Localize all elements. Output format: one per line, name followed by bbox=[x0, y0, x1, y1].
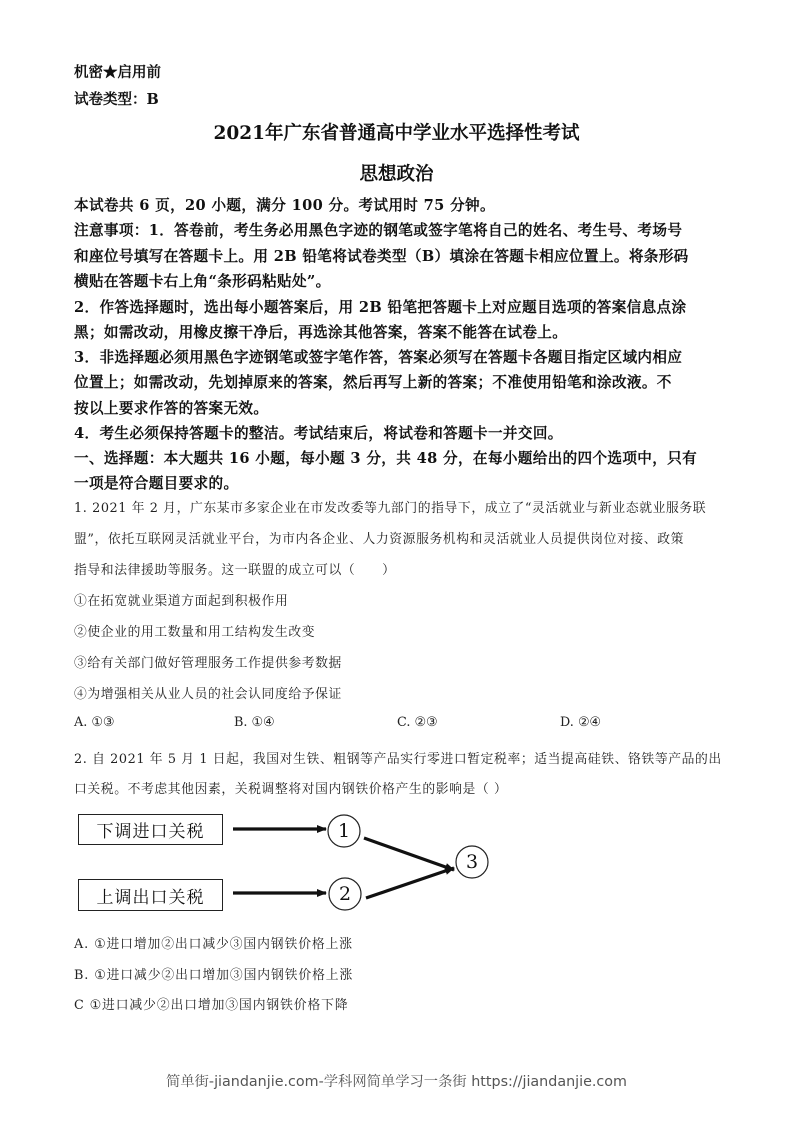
section-heading: 一、选择题：本大题共 16 小题，每小题 3 分，共 48 分，在每小题给出的四个选项中，只有 bbox=[74, 450, 698, 467]
instruction-line: 横贴在答题卡右上角“条形码粘贴处”。 bbox=[74, 273, 331, 290]
statement-1: ①在拓宽就业渠道方面起到积极作用 bbox=[74, 594, 289, 609]
question-stem-line: 口关税。不考虑其他因素，关税调整将对国内钢铁价格产生的影响是（ ） bbox=[74, 782, 508, 797]
statement-2: ②使企业的用工数量和用工结构发生改变 bbox=[74, 625, 316, 640]
option-a[interactable]: A. ①进口增加②出口减少③国内钢铁价格上涨 bbox=[74, 937, 353, 952]
option-a[interactable]: A. ①③ bbox=[74, 715, 115, 730]
confidential-label: 机密★启用前 bbox=[74, 64, 161, 81]
instruction-line: 按以上要求作答的答案无效。 bbox=[74, 400, 269, 417]
box-label: 上调出口关税 bbox=[96, 887, 205, 908]
footer-watermark: 简单街-jiandanjie.com-学科网简单学习一条街 https://jiandanjie.com bbox=[166, 1074, 627, 1090]
node-2: 2 bbox=[338, 883, 352, 905]
statement-3: ③给有关部门做好管理服务工作提供参考数据 bbox=[74, 656, 342, 671]
instruction-line: 3．非选择题必须用黑色字迹钢笔或签字笔作答，答案必须写在答题卡各题目指定区域内相应 bbox=[74, 349, 683, 366]
question-stem-line: 1. 2021 年 2 月，广东某市多家企业在市发改委等九部门的指导下，成立了“灵活就业与新业态就业服务联 bbox=[74, 501, 707, 516]
instruction-line: 本试卷共 6 页，20 小题，满分 100 分。考试用时 75 分钟。 bbox=[74, 197, 495, 214]
question-stem-line: 2. 自 2021 年 5 月 1 日起，我国对生铁、粗钢等产品实行零进口暂定税率；适当提高硅铁、铬铁等产品的出 bbox=[74, 752, 722, 767]
paper-type-label: 试卷类型：B bbox=[74, 91, 159, 108]
instruction-line: 黑；如需改动，用橡皮擦干净后，再选涂其他答案，答案不能答在试卷上。 bbox=[74, 324, 568, 341]
question-stem-line: 盟”，依托互联网灵活就业平台，为市内各企业、人力资源服务机构和灵活就业人员提供岗位对接、政策 bbox=[74, 532, 685, 547]
box-lower-import-tariff bbox=[78, 814, 223, 845]
section-heading: 一项是符合题目要求的。 bbox=[74, 475, 239, 492]
box-label: 下调进口关税 bbox=[96, 822, 205, 842]
instruction-line: 2．作答选择题时，选出每小题答案后，用 2B 铅笔把答题卡上对应题目选项的答案信息点涂 bbox=[74, 299, 687, 316]
instruction-line: 注意事项：1．答卷前，考生务必用黑色字迹的钢笔或签字笔将自己的姓名、考生号、考场号 bbox=[74, 222, 683, 239]
option-b[interactable]: B. ①④ bbox=[234, 715, 275, 730]
node-1: 1 bbox=[337, 820, 351, 842]
instruction-line: 和座位号填写在答题卡上。用 2B 铅笔将试卷类型（B）填涂在答题卡相应位置上。将条形码 bbox=[74, 248, 689, 265]
question-stem-line: 指导和法律援助等服务。这一联盟的成立可以（ ） bbox=[74, 563, 396, 578]
option-b[interactable]: B. ①进口减少②出口增加③国内钢铁价格上涨 bbox=[74, 968, 354, 983]
option-c[interactable]: C ①进口减少②出口增加③国内钢铁价格下降 bbox=[74, 998, 349, 1013]
exam-title: 2021年广东省普通高中学业水平选择性考试 bbox=[213, 123, 580, 144]
option-d[interactable]: D. ②④ bbox=[560, 715, 601, 730]
option-c[interactable]: C. ②③ bbox=[397, 715, 438, 730]
subject-title: 思想政治 bbox=[359, 164, 434, 185]
instruction-line: 4．考生必须保持答题卡的整洁。考试结束后，将试卷和答题卡一并交回。 bbox=[74, 425, 563, 442]
instruction-line: 位置上；如需改动，先划掉原来的答案，然后再写上新的答案；不准使用铅笔和涂改液。不 bbox=[74, 374, 672, 391]
node-3: 3 bbox=[465, 851, 479, 873]
statement-4: ④为增强相关从业人员的社会认同度给予保证 bbox=[74, 687, 342, 702]
box-raise-export-tariff bbox=[78, 879, 223, 911]
